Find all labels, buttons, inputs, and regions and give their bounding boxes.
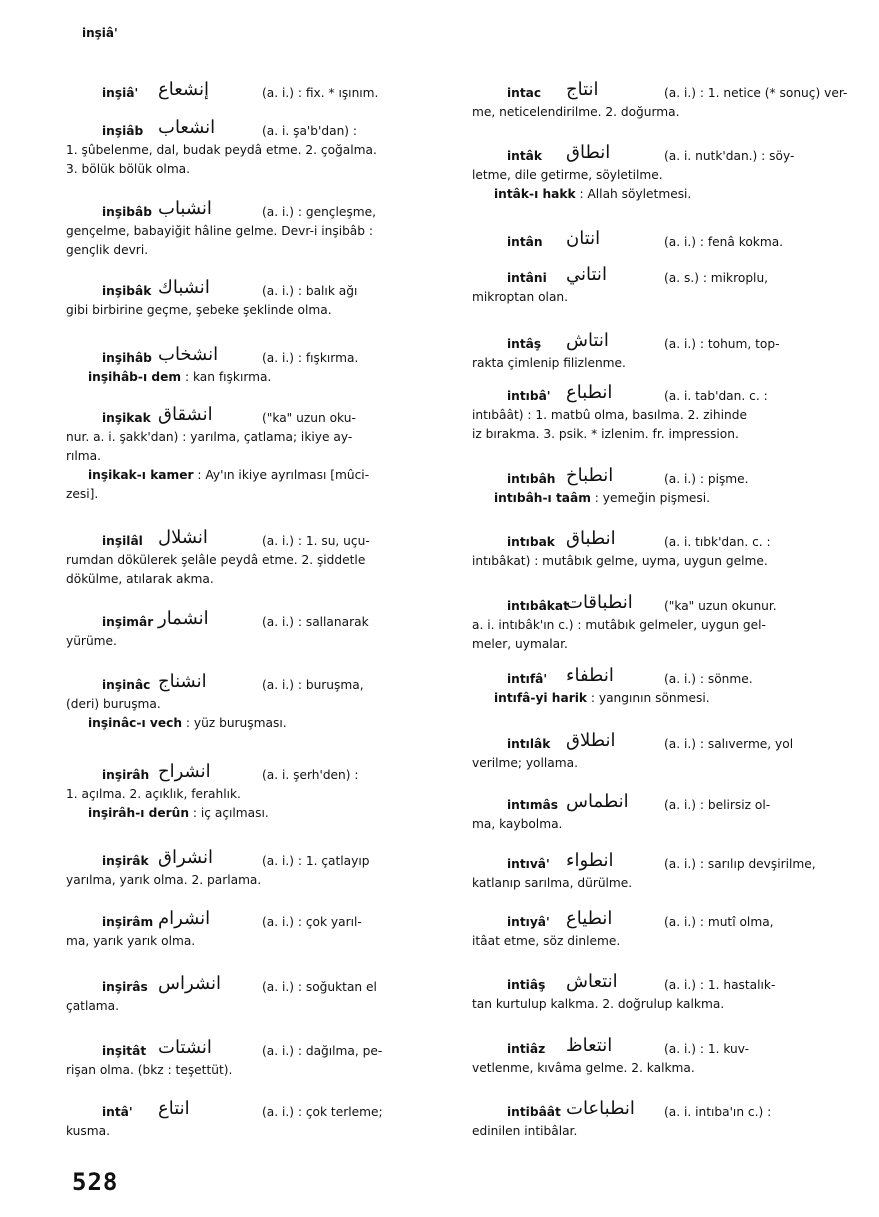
entry-definition-line: 1. açılma. 2. açıklık, ferahlık. xyxy=(66,787,241,801)
entry-definition-start: (a. i.) : 1. su, uçu- xyxy=(262,534,370,548)
entry-definition-line: gençelme, babayiğit hâline gelme. Devr-i inşibâb : xyxy=(66,224,373,238)
entry-arabic-script: انتاع xyxy=(158,1098,190,1119)
entry-definition-start: (a. i.) : soğuktan el xyxy=(262,980,377,994)
entry-arabic-script: انطباع xyxy=(566,382,613,403)
entry-headword: intac xyxy=(507,86,542,100)
entry-subentry-continuation: zesi]. xyxy=(66,487,99,501)
entry-definition-line: katlanıp sarılma, dürülme. xyxy=(472,876,633,890)
entry-head-line xyxy=(472,1035,852,1059)
page-number: 528 xyxy=(72,1168,119,1196)
entry-arabic-script: انطفاء xyxy=(566,665,614,686)
entry-definition-line: rakta çimlenip filizlenme. xyxy=(472,356,626,370)
entry-arabic-script: انشراس xyxy=(158,973,221,994)
entry-arabic-script: انشخاب xyxy=(158,344,219,365)
entry-definition-line: me, neticelendirilme. 2. doğurma. xyxy=(472,105,680,119)
entry-definition-line: vetlenme, kıvâma gelme. 2. kalkma. xyxy=(472,1061,695,1075)
entry-definition-start: (a. i.) : belirsiz ol- xyxy=(664,798,771,812)
entry-headword: intiâz xyxy=(507,1042,546,1056)
entry-definition-line: intıbâât) : 1. matbû olma, basılma. 2. zihinde xyxy=(472,408,747,422)
entry-headword: intibâât xyxy=(507,1105,561,1119)
entry-definition-line: rumdan dökülerek şelâle peydâ etme. 2. şiddetle xyxy=(66,553,366,567)
dictionary-entry xyxy=(472,971,852,1014)
entry-arabic-script: انطماس xyxy=(566,791,629,812)
entry-definition-start: (a. i.) : fışkırma. xyxy=(262,351,359,365)
entry-definition-start: (a. i.) : dağılma, pe- xyxy=(262,1044,383,1058)
dictionary-entry xyxy=(66,277,446,320)
entry-definition-start: (a. i. şa'b'dan) : xyxy=(262,124,358,138)
entry-head-line xyxy=(66,198,446,222)
entry-definition-start: (a. i.) : 1. hastalık- xyxy=(664,978,776,992)
entry-headword: inşibâb xyxy=(102,205,152,219)
dictionary-entry xyxy=(66,908,446,951)
entry-arabic-script: انشلال xyxy=(158,527,208,548)
entry-head-line xyxy=(66,117,446,141)
entry-definition-line: rılma. xyxy=(66,449,101,463)
dictionary-entry xyxy=(66,198,446,260)
entry-definition-start: (a. i. nutk'dan.) : söy- xyxy=(664,149,795,163)
entry-headword: intımâs xyxy=(507,798,559,812)
entry-definition-line: verilme; yollama. xyxy=(472,756,578,770)
entry-arabic-script: انشمار xyxy=(158,608,209,629)
entry-head-line xyxy=(472,665,852,689)
entry-head-line xyxy=(66,608,446,632)
entry-definition-line: mikroptan olan. xyxy=(472,290,569,304)
entry-head-line xyxy=(66,1037,446,1061)
entry-definition-line: yarılma, yarık olma. 2. parlama. xyxy=(66,873,262,887)
entry-subentry: intıfâ-yi harik : yangının sönmesi. xyxy=(494,691,710,705)
entry-head-line xyxy=(66,1098,446,1122)
entry-head-line xyxy=(472,330,852,354)
entry-headword: intıbâ' xyxy=(507,389,551,403)
entry-arabic-script: انتعاش xyxy=(566,971,618,992)
entry-subentry: inşinâc-ı vech : yüz buruşması. xyxy=(88,716,287,730)
entry-definition-line: gibi birbirine geçme, şebeke şeklinde olma. xyxy=(66,303,332,317)
entry-head-line xyxy=(472,908,852,932)
entry-arabic-script: انشناج xyxy=(158,671,207,692)
entry-headword: intıfâ' xyxy=(507,672,548,686)
dictionary-entry xyxy=(66,847,446,890)
dictionary-entry xyxy=(66,1098,446,1141)
dictionary-entry xyxy=(66,79,446,103)
dictionary-entry xyxy=(472,730,852,773)
entry-definition-start: (a. i.) : çok terleme; xyxy=(262,1105,383,1119)
dictionary-entry xyxy=(66,117,446,179)
entry-definition-line: 1. şûbelenme, dal, budak peydâ etme. 2. çoğalma. xyxy=(66,143,377,157)
entry-definition-line: itâat etme, söz dinleme. xyxy=(472,934,621,948)
entry-definition-line: çatlama. xyxy=(66,999,120,1013)
entry-headword: inşitât xyxy=(102,1044,147,1058)
entry-head-line xyxy=(472,142,852,166)
entry-arabic-script: انطباق xyxy=(566,528,616,549)
entry-definition-start: (a. i.) : sönme. xyxy=(664,672,753,686)
entry-headword: intıvâ' xyxy=(507,857,550,871)
entry-headword: intâş xyxy=(507,337,542,351)
entry-definition-line: kusma. xyxy=(66,1124,110,1138)
entry-definition-start: (a. i.) : tohum, top- xyxy=(664,337,780,351)
entry-definition-start: (a. i. şerh'den) : xyxy=(262,768,359,782)
entry-definition-start: (a. i.) : 1. kuv- xyxy=(664,1042,750,1056)
entry-definition-start: (a. i. tıbk'dan. c. : xyxy=(664,535,771,549)
entry-definition-start: (a. i.) : balık ağı xyxy=(262,284,358,298)
entry-head-line xyxy=(66,671,446,695)
entry-head-line xyxy=(66,79,446,103)
entry-head-line xyxy=(66,973,446,997)
entry-head-line xyxy=(472,730,852,754)
dictionary-entry xyxy=(472,465,852,508)
entry-definition-line: ma, yarık yarık olma. xyxy=(66,934,196,948)
entry-head-line xyxy=(472,850,852,874)
entry-definition-line: tan kurtulup kalkma. 2. doğrulup kalkma. xyxy=(472,997,725,1011)
entry-head-line xyxy=(472,228,852,252)
entry-arabic-script: انطياع xyxy=(566,908,613,929)
entry-definition-start: (a. i.) : buruşma, xyxy=(262,678,364,692)
dictionary-entry xyxy=(472,908,852,951)
entry-subentry: inşikak-ı kamer : Ay'ın ikiye ayrılması [mûci- xyxy=(88,468,370,482)
entry-head-line xyxy=(472,592,852,616)
entry-arabic-script: انطلاق xyxy=(566,730,616,751)
entry-head-line xyxy=(472,264,852,288)
entry-head-line xyxy=(472,465,852,489)
dictionary-entry xyxy=(472,142,852,204)
entry-arabic-script: إنشعاع xyxy=(158,79,209,100)
dictionary-entry xyxy=(66,608,446,651)
dictionary-entry xyxy=(472,850,852,893)
dictionary-entry xyxy=(472,791,852,834)
entry-definition-start: (a. i.) : gençleşme, xyxy=(262,205,376,219)
entry-headword: intân xyxy=(507,235,543,249)
dictionary-entry xyxy=(472,592,852,654)
entry-subentry: intıbâh-ı taâm : yemeğin pişmesi. xyxy=(494,491,711,505)
entry-definition-start: (a. i.) : çok yarıl- xyxy=(262,915,362,929)
entry-headword: intılâk xyxy=(507,737,551,751)
dictionary-entry xyxy=(472,665,852,708)
entry-definition-start: (a. i.) : 1. çatlayıp xyxy=(262,854,370,868)
entry-arabic-script: انشباب xyxy=(158,198,212,219)
entry-arabic-script: انتعاظ xyxy=(566,1035,613,1056)
dictionary-entry xyxy=(472,1098,852,1141)
entry-arabic-script: انشراق xyxy=(158,847,213,868)
entry-arabic-script: انطواء xyxy=(566,850,614,871)
entry-definition-start: ("ka" uzun okunur. xyxy=(664,599,777,613)
entry-headword: inşimâr xyxy=(102,615,154,629)
entry-head-line xyxy=(472,79,852,103)
entry-arabic-script: انشرام xyxy=(158,908,211,929)
entry-definition-line: ma, kaybolma. xyxy=(472,817,563,831)
entry-headword: intiâş xyxy=(507,978,546,992)
entry-definition-start: (a. i. tab'dan. c. : xyxy=(664,389,768,403)
entry-arabic-script: انتاني xyxy=(566,264,607,285)
entry-definition-line: dökülme, atılarak akma. xyxy=(66,572,214,586)
entry-head-line xyxy=(66,908,446,932)
entry-headword: intâni xyxy=(507,271,547,285)
entry-definition-line: rişan olma. (bkz : teşettüt). xyxy=(66,1063,233,1077)
dictionary-entry xyxy=(66,527,446,589)
entry-headword: inşirâk xyxy=(102,854,149,868)
entry-head-line xyxy=(66,404,446,428)
entry-definition-line: gençlik devri. xyxy=(66,243,149,257)
entry-subentry: inşihâb-ı dem : kan fışkırma. xyxy=(88,370,272,384)
entry-definition-line: a. i. intıbâk'ın c.) : mutâbık gelmeler, uygun gel- xyxy=(472,618,766,632)
entry-headword: inşibâk xyxy=(102,284,152,298)
entry-headword: inşiâb xyxy=(102,124,144,138)
entry-arabic-script: انطاق xyxy=(566,142,611,163)
entry-head-line xyxy=(66,847,446,871)
entry-headword: inşikak xyxy=(102,411,151,425)
entry-head-line xyxy=(472,791,852,815)
entry-definition-line: iz bırakma. 3. psik. * izlenim. fr. impression. xyxy=(472,427,739,441)
dictionary-entry xyxy=(472,79,852,122)
entry-arabic-script: انشعاب xyxy=(158,117,216,138)
dictionary-entry xyxy=(472,264,852,307)
entry-definition-start: (a. i.) : fix. * ışınım. xyxy=(262,86,379,100)
entry-definition-line: letme, dile getirme, söyletilme. xyxy=(472,168,663,182)
entry-subentry: inşirâh-ı derûn : iç açılması. xyxy=(88,806,269,820)
entry-head-line xyxy=(66,277,446,301)
entry-headword: intıyâ' xyxy=(507,915,550,929)
entry-head-line xyxy=(472,382,852,406)
entry-headword: intıbâh xyxy=(507,472,556,486)
entry-definition-line: intıbâkat) : mutâbık gelme, uyma, uygun gelme. xyxy=(472,554,768,568)
entry-headword: inşilâl xyxy=(102,534,143,548)
entry-definition-line: yürüme. xyxy=(66,634,117,648)
entry-headword: inşirâm xyxy=(102,915,154,929)
entry-definition-line: 3. bölük bölük olma. xyxy=(66,162,191,176)
dictionary-entry xyxy=(472,382,852,444)
entry-head-line xyxy=(472,1098,852,1122)
entry-arabic-script: انشباك xyxy=(158,277,210,298)
entry-definition-line: meler, uymalar. xyxy=(472,637,568,651)
entry-head-line xyxy=(66,761,446,785)
entry-arabic-script: انشتات xyxy=(158,1037,212,1058)
entry-arabic-script: انشقاق xyxy=(158,404,213,425)
entry-headword: intâk xyxy=(507,149,543,163)
dictionary-entry xyxy=(66,344,446,387)
entry-definition-line: (deri) buruşma. xyxy=(66,697,161,711)
entry-arabic-script: انطباخ xyxy=(566,465,614,486)
dictionary-entry xyxy=(472,1035,852,1078)
entry-definition-start: (a. i.) : 1. netice (* sonuç) ver- xyxy=(664,86,848,100)
entry-definition-line: edinilen intibâlar. xyxy=(472,1124,578,1138)
dictionary-entry xyxy=(472,228,852,252)
entry-arabic-script: انشراح xyxy=(158,761,211,782)
running-head: inşiâ' xyxy=(82,26,118,40)
entry-headword: intâ' xyxy=(102,1105,133,1119)
entry-definition-start: ("ka" uzun oku- xyxy=(262,411,356,425)
entry-definition-start: (a. s.) : mikroplu, xyxy=(664,271,769,285)
dictionary-entry xyxy=(472,528,852,571)
entry-definition-line: nur. a. i. şakk'dan) : yarılma, çatlama; ikiye ay- xyxy=(66,430,353,444)
entry-head-line xyxy=(472,971,852,995)
entry-arabic-script: انتاش xyxy=(566,330,609,351)
entry-definition-start: (a. i.) : fenâ kokma. xyxy=(664,235,784,249)
entry-headword: intıbak xyxy=(507,535,555,549)
dictionary-entry xyxy=(66,1037,446,1080)
entry-headword: inşirâs xyxy=(102,980,148,994)
entry-headword: intıbâkat xyxy=(507,599,569,613)
entry-head-line xyxy=(66,527,446,551)
entry-arabic-script: انطباعات xyxy=(566,1098,635,1119)
dictionary-entry xyxy=(66,973,446,1016)
entry-arabic-script: انتاج xyxy=(566,79,599,100)
entry-arabic-script: انتان xyxy=(566,228,601,249)
entry-definition-start: (a. i.) : sallanarak xyxy=(262,615,369,629)
entry-headword: inşinâc xyxy=(102,678,151,692)
entry-head-line xyxy=(66,344,446,368)
dictionary-entry xyxy=(66,671,446,733)
entry-definition-start: (a. i.) : salıverme, yol xyxy=(664,737,794,751)
entry-head-line xyxy=(472,528,852,552)
entry-headword: inşihâb xyxy=(102,351,152,365)
entry-arabic-script: انطباقات xyxy=(566,592,633,613)
entry-definition-start: (a. i.) : sarılıp devşirilme, xyxy=(664,857,816,871)
dictionary-entry xyxy=(66,761,446,823)
entry-definition-start: (a. i. intıba'ın c.) : xyxy=(664,1105,772,1119)
dictionary-entry xyxy=(472,330,852,373)
entry-definition-start: (a. i.) : mutî olma, xyxy=(664,915,774,929)
entry-headword: inşirâh xyxy=(102,768,150,782)
entry-subentry: intâk-ı hakk : Allah söyletmesi. xyxy=(494,187,692,201)
dictionary-entry xyxy=(66,404,446,504)
entry-headword: inşiâ' xyxy=(102,86,139,100)
entry-definition-start: (a. i.) : pişme. xyxy=(664,472,749,486)
